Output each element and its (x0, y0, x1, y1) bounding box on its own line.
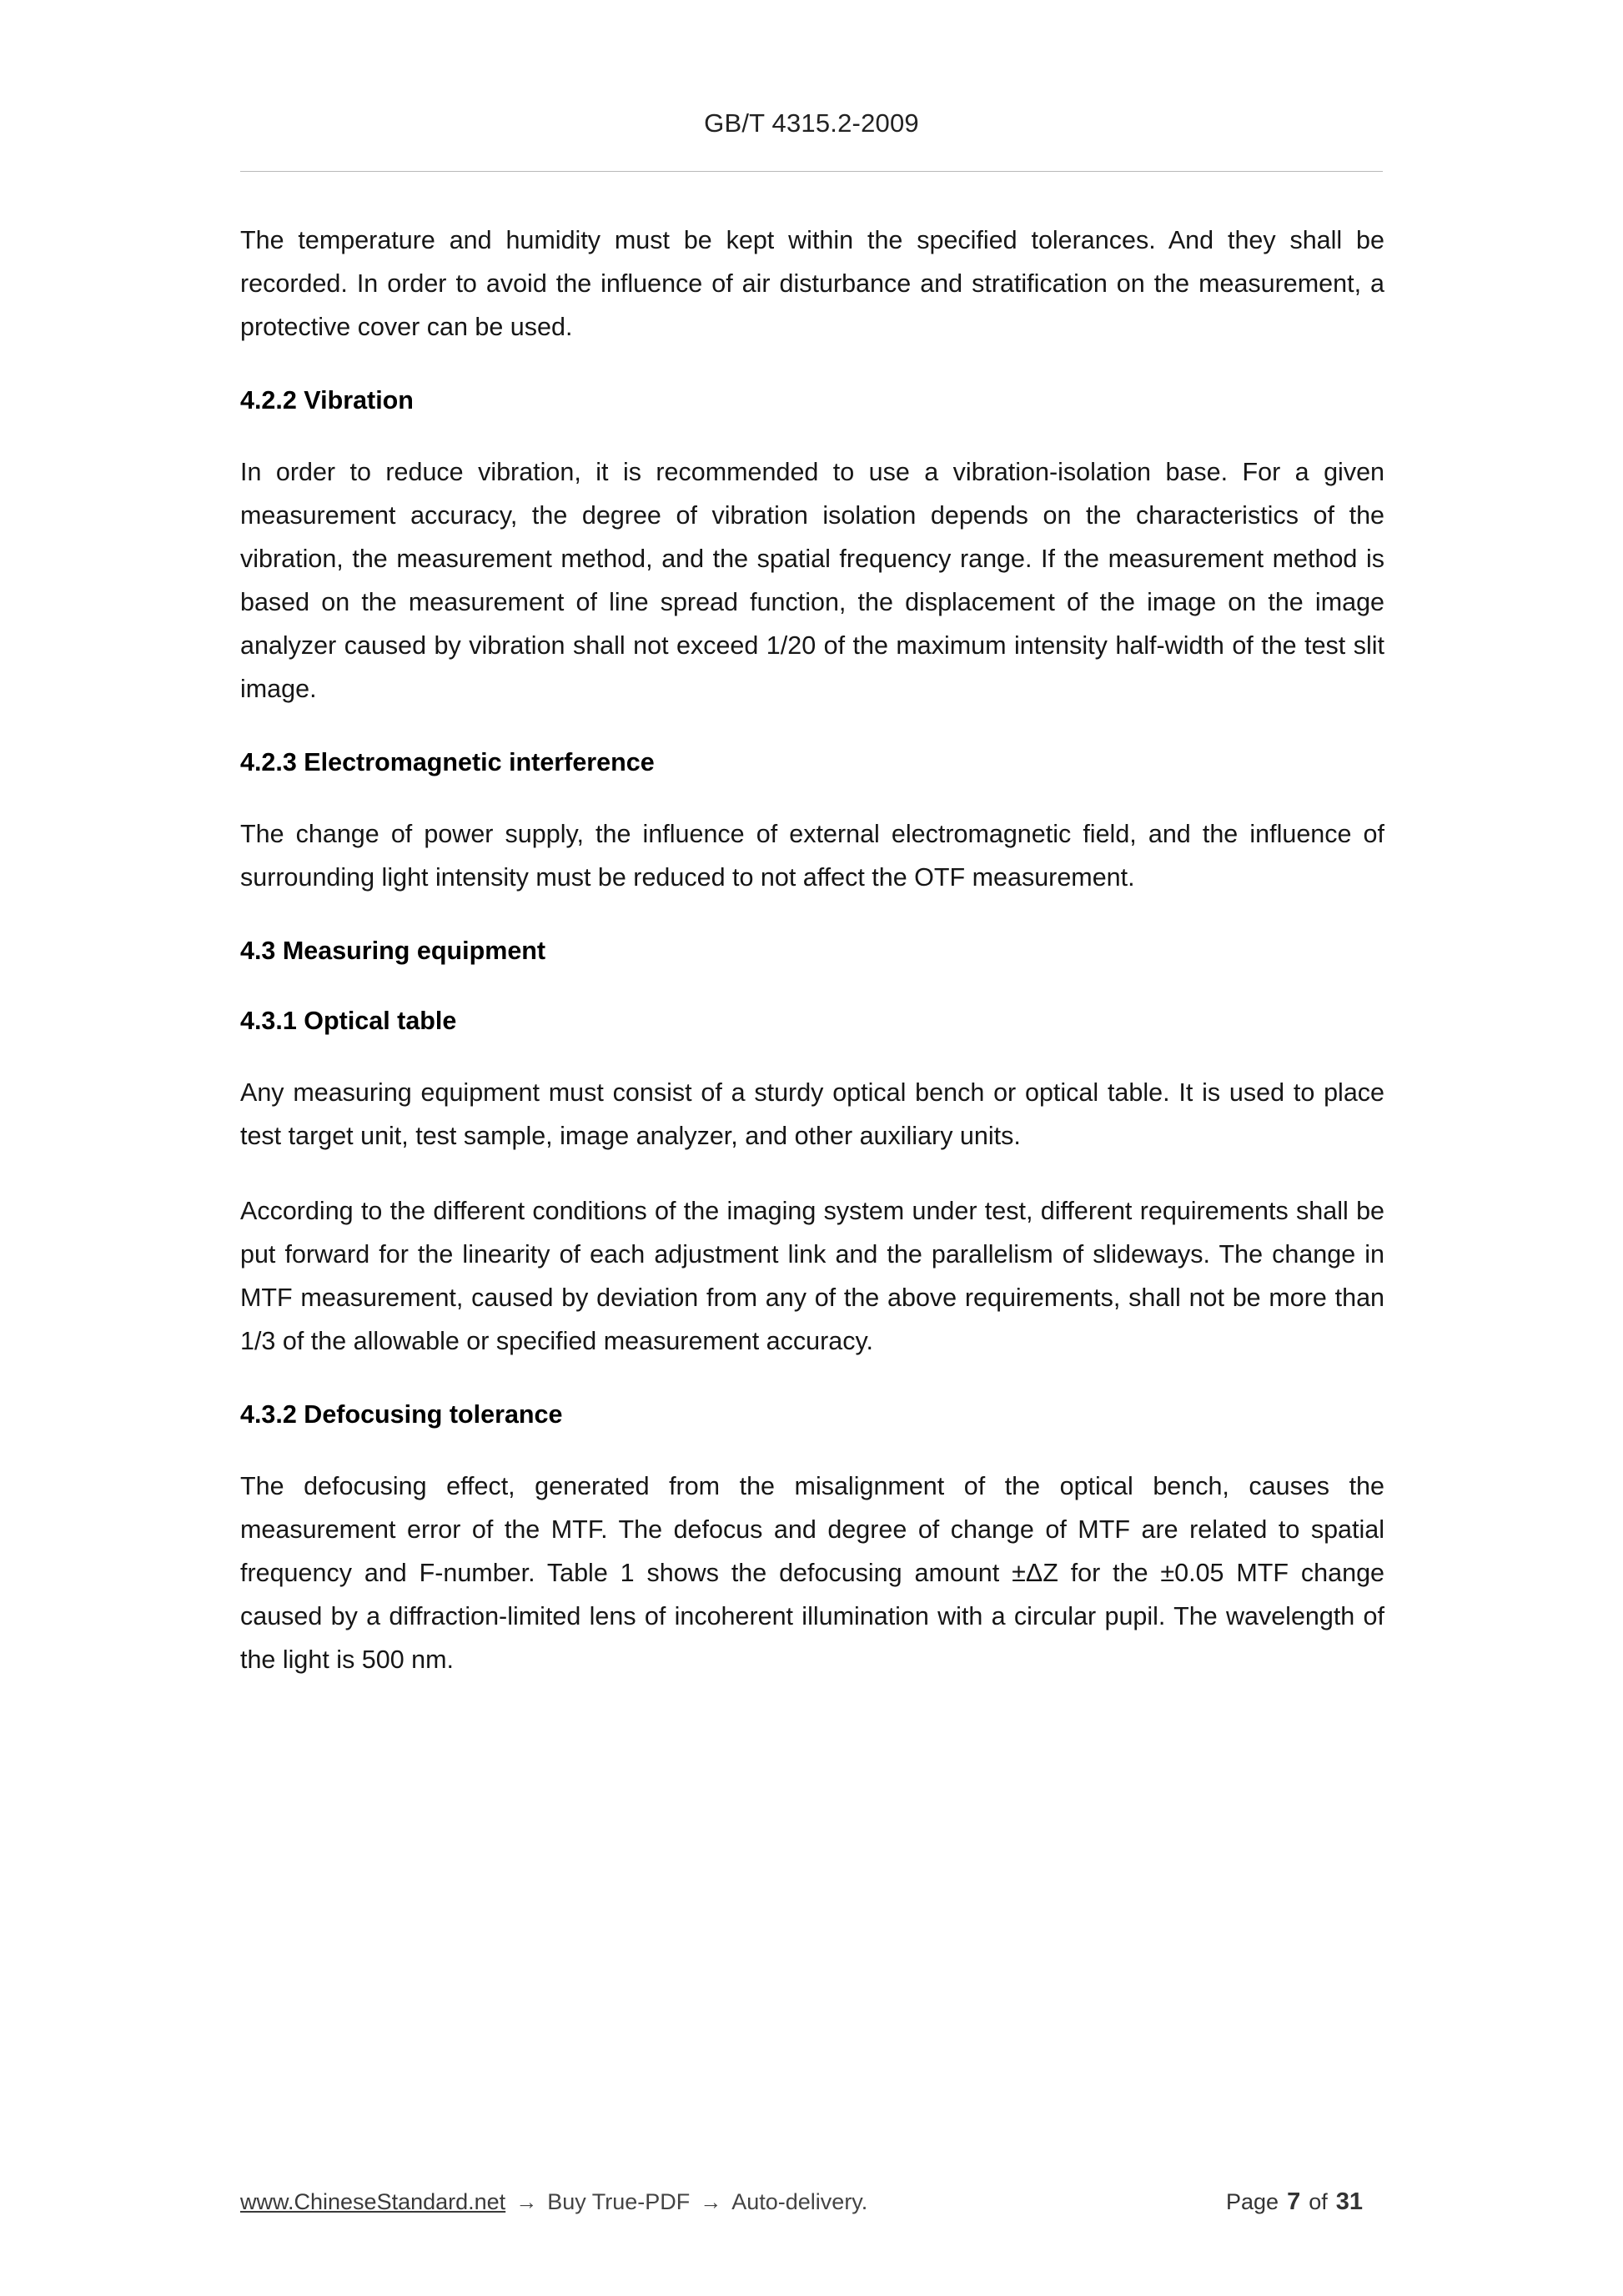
of-word: of (1309, 2189, 1328, 2214)
footer-buy-label: Buy True-PDF (547, 2189, 691, 2214)
footer-delivery-label: Auto-delivery. (731, 2189, 868, 2214)
section-heading-4-3-1: 4.3.1 Optical table (240, 1007, 457, 1035)
document-body (240, 219, 1384, 1681)
section-heading-4-2-2: 4.2.2 Vibration (240, 386, 414, 414)
footer-site-link[interactable]: www.ChineseStandard.net (240, 2189, 506, 2214)
paragraph: Any measuring equipment must consist of a sturdy optical bench or optical table. It is used to place test target unit, test sample, image analyzer, and other auxiliary units. (240, 1078, 1384, 1150)
page-word: Page (1226, 2189, 1279, 2214)
paragraph: The defocusing effect, generated from the misalignment of the optical bench, causes the measurement error of the MTF. The defocus and degree of change of MTF are related to spatial frequency and F-number. Table 1 shows the defocusing amount ±ΔZ for the ±0.05 MTF change caused by a diffraction-limited lens of incoherent illumination with a circular pupil. The wavelength of the light is 500 nm. (240, 1472, 1384, 1674)
page-number: 7 (1287, 2188, 1301, 2215)
section-heading-4-3: 4.3 Measuring equipment (240, 937, 546, 965)
header-divider (240, 171, 1383, 172)
paragraph: The temperature and humidity must be kept within the specified tolerances. And they shall be recorded. In order to avoid the influence of air disturbance and stratification on the measurement, a protective cover can be used. (240, 226, 1384, 341)
page-indicator (1226, 2188, 1363, 2216)
arrow-right-icon: → (515, 2189, 538, 2214)
total-pages: 31 (1335, 2188, 1363, 2215)
section-heading-4-2-3: 4.2.3 Electromagnetic interference (240, 748, 655, 776)
footer-promo (240, 2189, 867, 2215)
paragraph: According to the different conditions of the imaging system under test, different requirements shall be put forward for the linearity of each adjustment link and the parallelism of slideways. The change in MTF measurement, caused by deviation from any of the above requirements, shall not be more than 1/3 of the allowable or specified measurement accuracy. (240, 1197, 1384, 1355)
section-heading-4-3-2: 4.3.2 Defocusing tolerance (240, 1400, 563, 1429)
paragraph: In order to reduce vibration, it is recommended to use a vibration-isolation base. For a given measurement accuracy, the degree of vibration isolation depends on the characteristics of the vibration, the measurement method, and the spatial frequency range. If the measurement method is based on the measurement of line spread function, the displacement of the image on the image analyzer caused by vibration shall not exceed 1/20 of the maximum intensity half-width of the test slit image. (240, 458, 1384, 703)
page-footer (240, 2188, 1384, 2216)
arrow-right-icon: → (700, 2189, 722, 2214)
paragraph: The change of power supply, the influence of external electromagnetic field, and the influence of surrounding light intensity must be reduced to not affect the OTF measurement. (240, 820, 1384, 892)
page-header-standard-code: GB/T 4315.2-2009 (704, 108, 919, 138)
